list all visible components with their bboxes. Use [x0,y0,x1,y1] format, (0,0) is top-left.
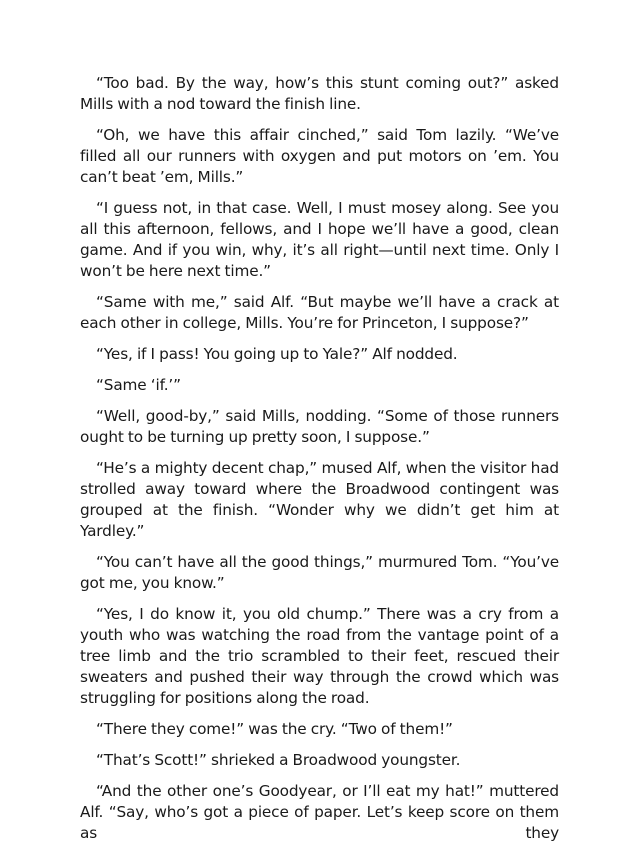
page-body [80,73,559,844]
paragraph: “Same ‘if.’” [96,376,181,394]
paragraph: “Same with me,” said Alf. “But maybe we’ll have a crack at each other in college, Mills. You’re for Princeton, I suppose?” [80,293,559,332]
paragraph: “Too bad. By the way, how’s this stunt coming out?” asked Mills with a nod toward the finish line. [80,74,559,113]
paragraph: “There they come!” was the cry. “Two of them!” [96,720,453,738]
paragraph: “Yes, I do know it, you old chump.” There was a cry from a youth who was watching the road from the vantage point of a tree limb and the trio scrambled to their feet, rescued their sweaters and pushed their way through the crowd which was struggling for positions along the road. [80,605,559,707]
paragraph: “Oh, we have this affair cinched,” said Tom lazily. “We’ve filled all our runners with oxygen and put motors on ’em. You can’t beat ’em, Mills.” [80,126,559,186]
paragraph: “He’s a mighty decent chap,” mused Alf, when the visitor had strolled away toward where the Broadwood contingent was grouped at the finish. “Wonder why we didn’t get him at Yardley.” [80,459,559,540]
paragraph: “That’s Scott!” shrieked a Broadwood youngster. [96,751,461,769]
paragraph: “I guess not, in that case. Well, I must mosey along. See you all this afternoon, fellows, and I hope we’ll have a good, clean game. And if you win, why, it’s all right—until next time. Only I won’t be here next time.” [80,199,559,280]
paragraph: “You can’t have all the good things,” murmured Tom. “You’ve got me, you know.” [80,553,559,592]
paragraph: “Yes, if I pass! You going up to Yale?” Alf nodded. [96,345,458,363]
paragraph: “And the other one’s Goodyear, or I’ll eat my hat!” muttered Alf. “Say, who’s got a piece of paper. Let’s keep score on them as they [80,782,559,842]
paragraph: “Well, good-by,” said Mills, nodding. “Some of those runners ought to be turning up pretty soon, I suppose.” [80,407,559,446]
